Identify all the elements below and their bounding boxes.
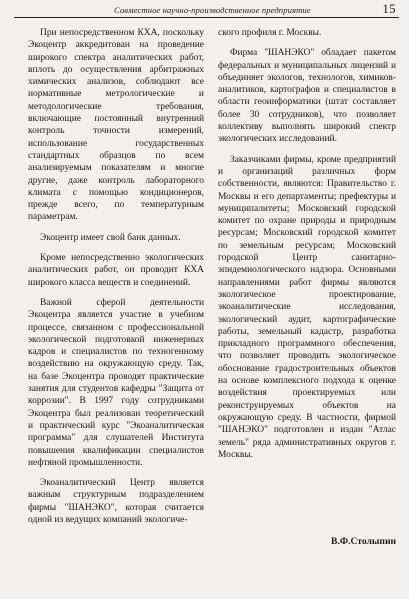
paragraph: Фирма "ШАНЭКО" обладает пакетом федеральных и муниципальных лицензий и объединяет экологов, технологов, химиков-аналитиков, картографов и специалистов в области геоинформатики (штат составляет более 30 сотрудников), что позволяет коллективу выполнять широкий спектр экологических исследований.	[218, 48, 396, 145]
running-header	[14, 2, 399, 18]
paragraph: При непосредственном КХА, поскольку Экоцентр аккредитован на проведение широкого спектра аналитических работ, вплоть до осуществления арбитражных химических анализов, соблюдают все нормативные метрологические и методологические требования, включающие постоянный внутренний контроль точности измерений, использование государственных стандартных образцов по всем анализируемым показателям и многие другие, даже контроль лабораторного климата с помощью кондиционеров, прежде всего, по температурным параметрам.	[28, 28, 204, 223]
paragraph: Экоаналитический Центр является важным структурным подразделением фирмы "ШАНЭКО", которая считается одной из ведущих компаний экологиче-	[28, 478, 204, 525]
header-rule	[14, 17, 399, 18]
page-number: 15	[382, 2, 396, 16]
paragraph: Кроме непосредственно экологических аналитических работ, он проводит КХА широкого класса веществ и соединений.	[28, 253, 204, 288]
paragraph-continuation: ского профиля г. Москвы.	[218, 28, 322, 38]
author-signature: В.Ф.Столыпин	[331, 536, 396, 547]
paragraph: Заказчиками фирмы, кроме предприятий и организаций различных форм собственности, являются: Правительство г. Москвы и его департаменты; префектуры и муниципалитеты; Московский городской комитет по охране природы и природным ресурсам; Московский городской комитет по земельным ресурсам; Московский городской Центр санитарно-эпидемиологического надзора. Основными направлениями работ фирмы являются экологическое проектирование, экоаналитические исследования, экологический аудит, картографические работы, земельный кадастр, разработка прикладного программного обеспечения, что позволяет проводить экологическое обоснование градостроительных объектов на основе комплексного подхода к оценке воздействия проектируемых или реконструируемых объектов на окружающую среду. В частности, фирмой "ШАНЭКО" подготовлен и издан "Атлас земель" ряда административных округов г. Москвы.	[218, 154, 396, 460]
paragraph: Экоцентр имеет свой банк данных.	[40, 232, 181, 243]
right-column	[218, 27, 396, 461]
left-column	[28, 27, 204, 526]
header-title: Совместное научно-производственное предприятие	[114, 5, 311, 15]
paragraph: Важной сферой деятельности Экоцентра является участие в учебном процессе, связанном с профессиональной экологической подготовкой инженерных кадров и специалистов по техногенному воздействию на окружающую среду. Так, на базе Экоцентра проводят практические занятия для студентов кафедры "Защита от коррозии". В 1997 году сотрудниками Экоцентра был реализован теоретический и практический курс "Экоаналитическая программа" для слушателей Института повышения квалификации специалистов нефтяной промышленности.	[28, 297, 204, 468]
